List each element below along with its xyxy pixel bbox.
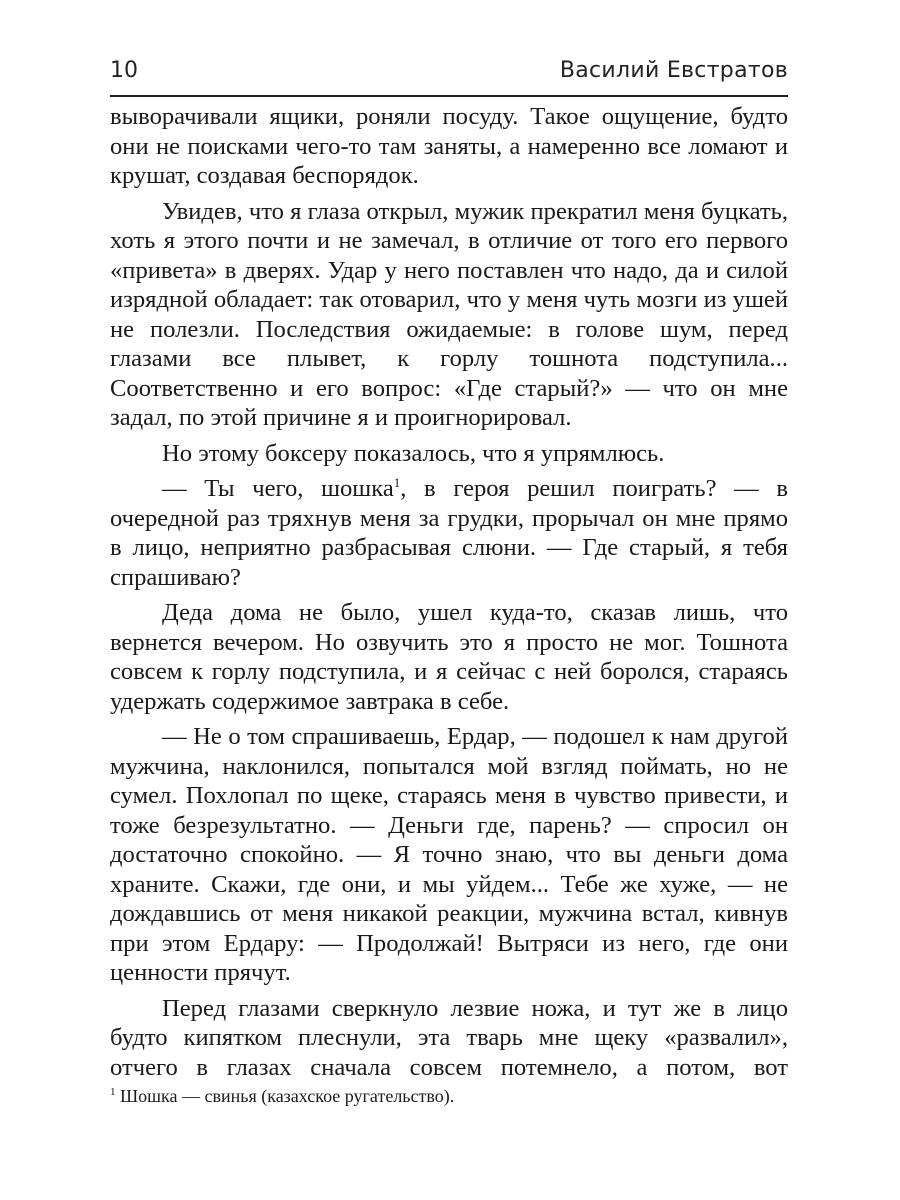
paragraph-1: выворачивали ящики, роняли посуду. Такое ощущение, будто они не поисками чего-то там заняты, а намеренно все ломают и крушат, создавая беспорядок. <box>110 103 788 189</box>
paragraph-3: Но этому боксеру показалось, что я упрямлюсь. <box>162 439 665 467</box>
paragraph-4 <box>110 474 788 592</box>
paragraph-7: Перед глазами сверкнуло лезвие ножа, и тут же в лицо будто кипятком плеснули, эта тварь мне щеку «развалил», отчего в глазах сначала совсем потемнело, а потом, вот <box>110 994 788 1081</box>
running-head-author: Василий Евстратов <box>559 58 788 83</box>
page-number: 10 <box>110 58 138 83</box>
paragraph-6: — Не о том спрашиваешь, Ердар, — подошел к нам другой мужчина, наклонился, попытался мой взгляд поймать, но не сумел. Похлопал по щеке, стараясь меня в чувство привести, и тоже безрезультатно. — Деньги где, парень? — спросил он достаточно спокойно. — Я точно знаю, что вы деньги дома храните. Скажи, где они, и мы уйдем... Тебе же хуже, — не дождавшись от меня никакой реакции, мужчина встал, кивнув при этом Ердару: — Продолжай! Вытряси из него, где они ценности прячут. <box>110 723 788 986</box>
paragraph-4-end: , в героя решил поиграть? — в очередной раз тряхнув меня за грудки, прорычал он мне прямо в лицо, неприятно разбрасывая слюни. — Где старый, я тебя спрашиваю? <box>110 475 788 591</box>
footnote-text: Шошка — свинья (казахское ругательство). <box>120 1086 455 1106</box>
paragraph-2: Увидев, что я глаза открыл, мужик прекратил меня буцкать, хоть я этого почти и не замечал, в отличие от того его первого «привета» в дверях. Удар у него поставлен что надо, да и силой изрядной обладает: так отоварил, что у меня чуть мозги из ушей не полезли. Последствия ожидаемые: в голове шум, перед глазами все плывет, к горлу тошнота подступила... Соответственно и его вопрос: «Где старый?» — что он мне задал, по этой причине я и проигнорировал. <box>110 197 788 431</box>
footnote-mark: 1 <box>110 1086 116 1098</box>
page-header <box>110 58 788 94</box>
footnote-reference: 1 <box>393 474 401 490</box>
footnote <box>110 1084 788 1108</box>
paragraph-4-start: — Ты чего, шошка <box>162 475 394 502</box>
page-body <box>110 102 788 1088</box>
header-rule <box>110 95 788 97</box>
paragraph-5: Деда дома не было, ушел куда-то, сказав лишь, что вернется вечером. Но озвучить это я просто не мог. Тошнота совсем к горлу подступила, и я сейчас с ней боролся, стараясь удержать содержимое завтрака в себе. <box>110 599 788 715</box>
